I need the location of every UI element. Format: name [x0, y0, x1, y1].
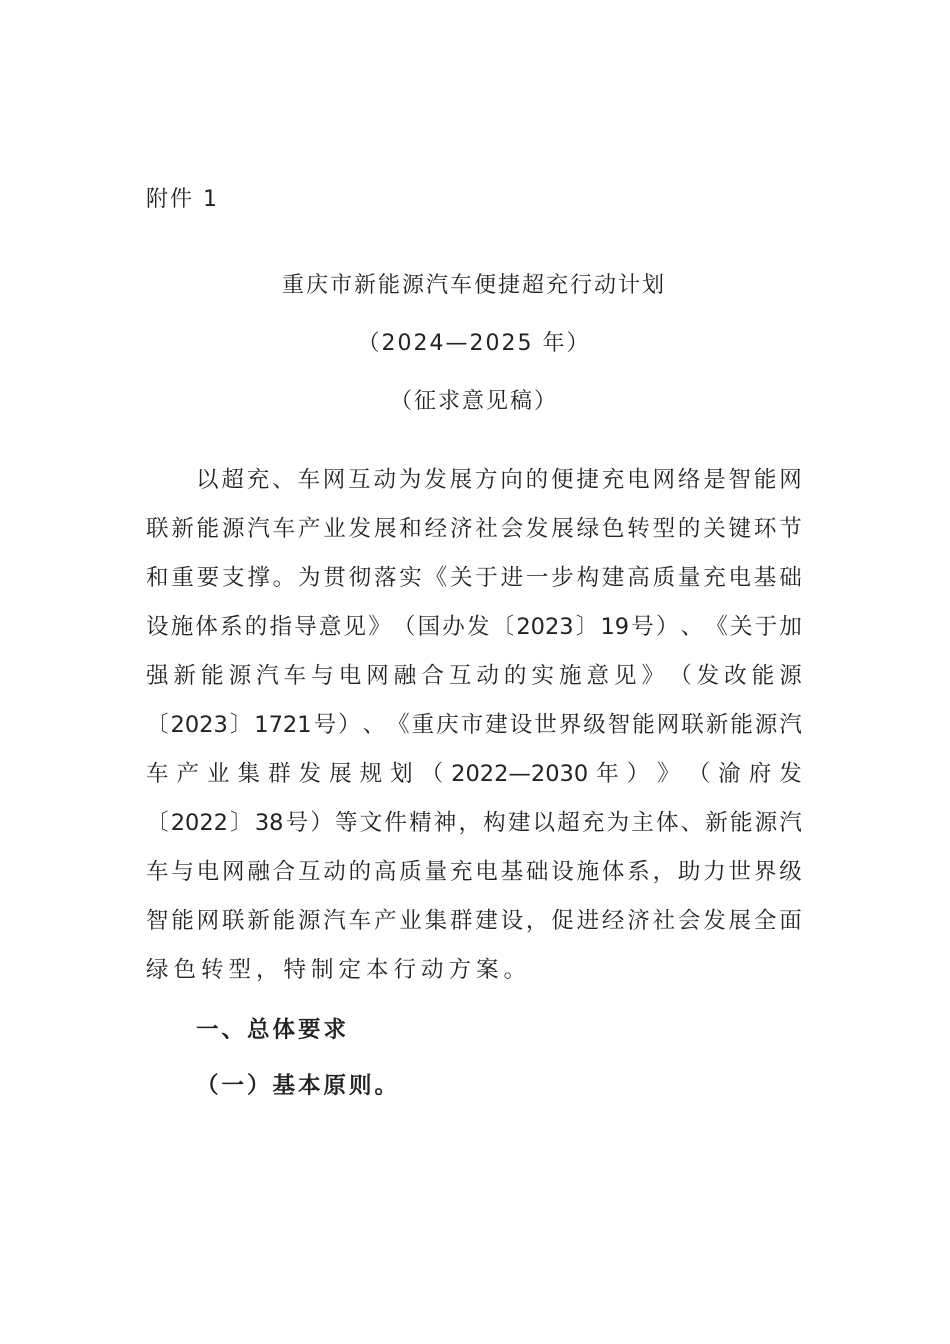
document-period: （2024—2025 年）: [357, 331, 591, 356]
paragraph-line: 和 重 要 支 撑 。 为 贯 彻 落 实 《 关 于 进 一 步 构 建 高 质 量 充 电 基 础: [146, 565, 802, 591]
paragraph-line: 以 超 充 、 车 网 互 动 为 发 展 方 向 的 便 捷 充 电 网 络 是 智 能 网: [196, 467, 802, 493]
section-heading: 一、总体要求: [196, 1017, 350, 1043]
subsection-heading: （一）基本原则。: [196, 1073, 401, 1099]
paragraph-line: 〔 2022 〕 38 号 ） 等 文 件 精 神 ， 构 建 以 超 充 为 主 体 、 新 能 源 汽: [146, 810, 802, 836]
intro-paragraph: [146, 460, 802, 999]
paragraph-line: 车 与 电 网 融 合 互 动 的 高 质 量 充 电 基 础 设 施 体 系 ， 助 力 世 界 级: [146, 859, 802, 885]
paragraph-line: 联 新 能 源 汽 车 产 业 发 展 和 经 济 社 会 发 展 绿 色 转 型 的 关 键 环 节: [146, 516, 802, 542]
paragraph-line: 设 施 体 系 的 指 导 意 见 》 （ 国 办 发 〔 2023 〕 19 号 ） 、 《 关 于 加: [146, 614, 802, 640]
paragraph-line: 车 产 业 集 群 发 展 规 划 （ 2022—2030 年 ） 》 （ 渝 府 发: [146, 761, 802, 787]
paragraph-line: 绿色转型，特制定本行动方案。: [146, 957, 532, 983]
paragraph-line: 智 能 网 联 新 能 源 汽 车 产 业 集 群 建 设 ， 促 进 经 济 社 会 发 展 全 面: [146, 908, 802, 934]
document-title: 重庆市新能源汽车便捷超充行动计划: [281, 273, 666, 298]
attachment-label: 附件 1: [146, 187, 219, 212]
paragraph-line: 〔 2023 〕 1721 号 ） 、 《 重 庆 市 建 设 世 界 级 智 能 网 联 新 能 源 汽: [146, 712, 802, 738]
paragraph-line: 强 新 能 源 汽 车 与 电 网 融 合 互 动 的 实 施 意 见 》 （ 发 改 能 源: [146, 663, 802, 689]
draft-note: （征求意见稿）: [389, 389, 558, 414]
